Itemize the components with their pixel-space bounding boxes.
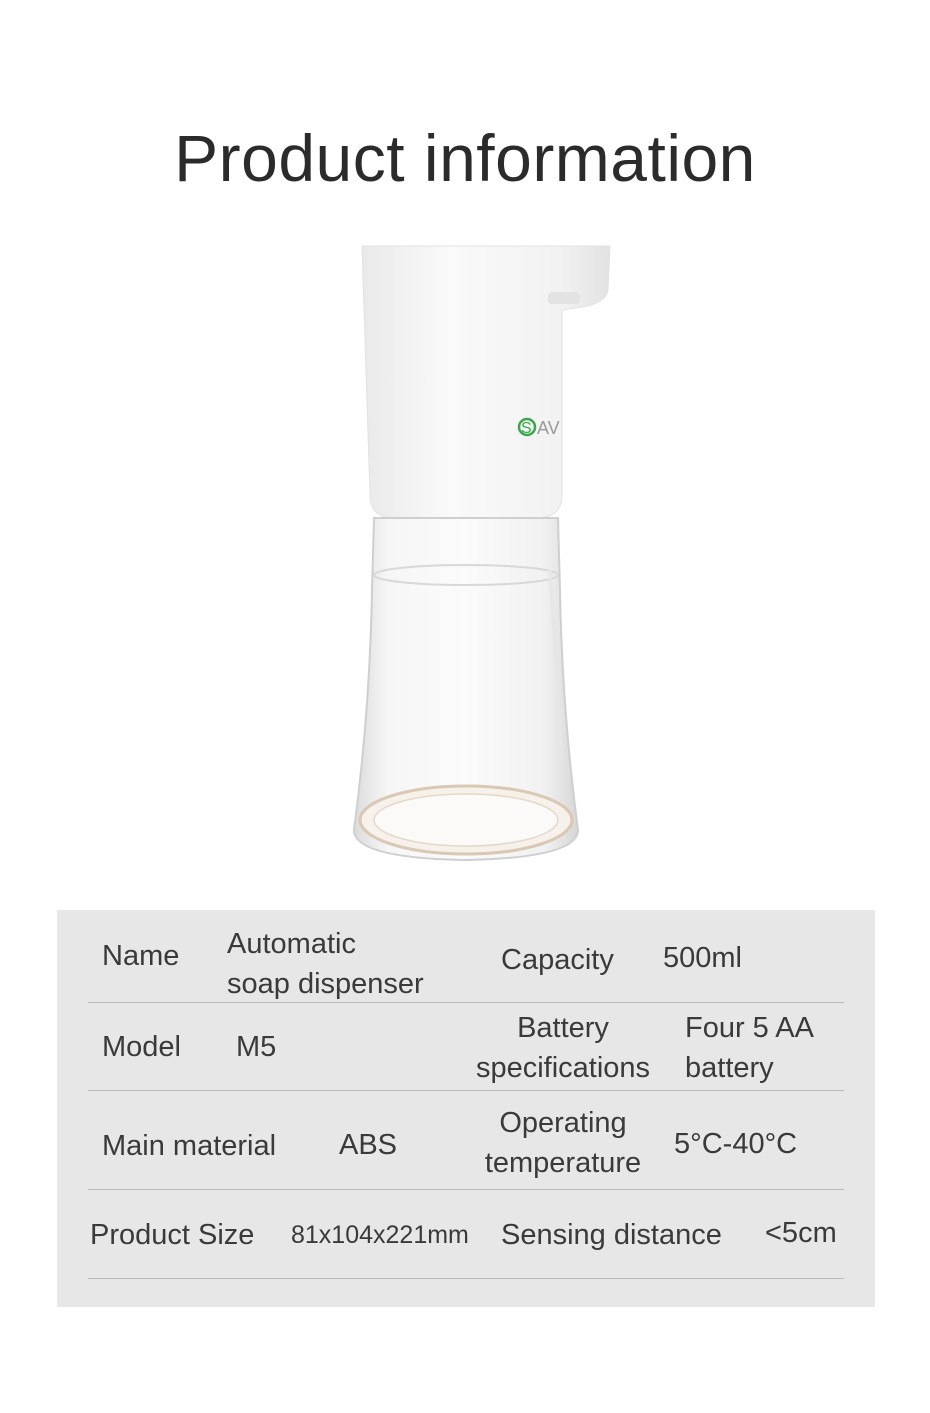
spec-value-temperature: 5°C-40°C xyxy=(674,1128,798,1160)
svg-text:AV: AV xyxy=(537,418,560,438)
spec-value-model: M5 xyxy=(236,1031,277,1063)
spec-value-material: ABS xyxy=(339,1129,398,1161)
spec-label-battery-line1: Battery xyxy=(517,1012,609,1044)
logo-text: S xyxy=(521,420,532,437)
spec-value-name-line2: soap dispenser xyxy=(227,968,424,1000)
soap-dispenser-image xyxy=(340,240,640,870)
spec-label-temperature-line2: temperature xyxy=(484,1147,642,1179)
table-row xyxy=(88,910,844,1003)
spec-label-temperature xyxy=(462,1103,664,1183)
page-title: Product information xyxy=(174,121,756,195)
table-row xyxy=(88,1091,844,1190)
spec-label-size: Product Size xyxy=(90,1219,255,1251)
spec-value-battery xyxy=(685,1008,814,1088)
spec-label-capacity: Capacity xyxy=(501,944,614,976)
spec-value-size: 81x104x221mm xyxy=(291,1221,469,1249)
spec-value-sensing: <5cm xyxy=(765,1217,837,1249)
spec-label-model: Model xyxy=(102,1031,181,1063)
table-row xyxy=(88,1003,844,1091)
spec-label-sensing: Sensing distance xyxy=(501,1219,722,1251)
spec-label-battery xyxy=(462,1008,664,1088)
spec-value-capacity: 500ml xyxy=(663,942,742,974)
spec-table xyxy=(57,910,875,1307)
spec-value-name xyxy=(227,924,424,1004)
spec-value-battery-line1: Four 5 AA xyxy=(685,1012,814,1044)
spec-label-material: Main material xyxy=(102,1130,277,1162)
spec-value-name-line1: Automatic xyxy=(227,928,356,960)
spec-value-battery-line2: battery xyxy=(685,1052,774,1084)
spec-label-battery-line2: specifications xyxy=(475,1052,651,1084)
spec-label-temperature-line1: Operating xyxy=(499,1107,627,1139)
table-row xyxy=(88,1190,844,1279)
spec-label-name: Name xyxy=(102,940,180,972)
